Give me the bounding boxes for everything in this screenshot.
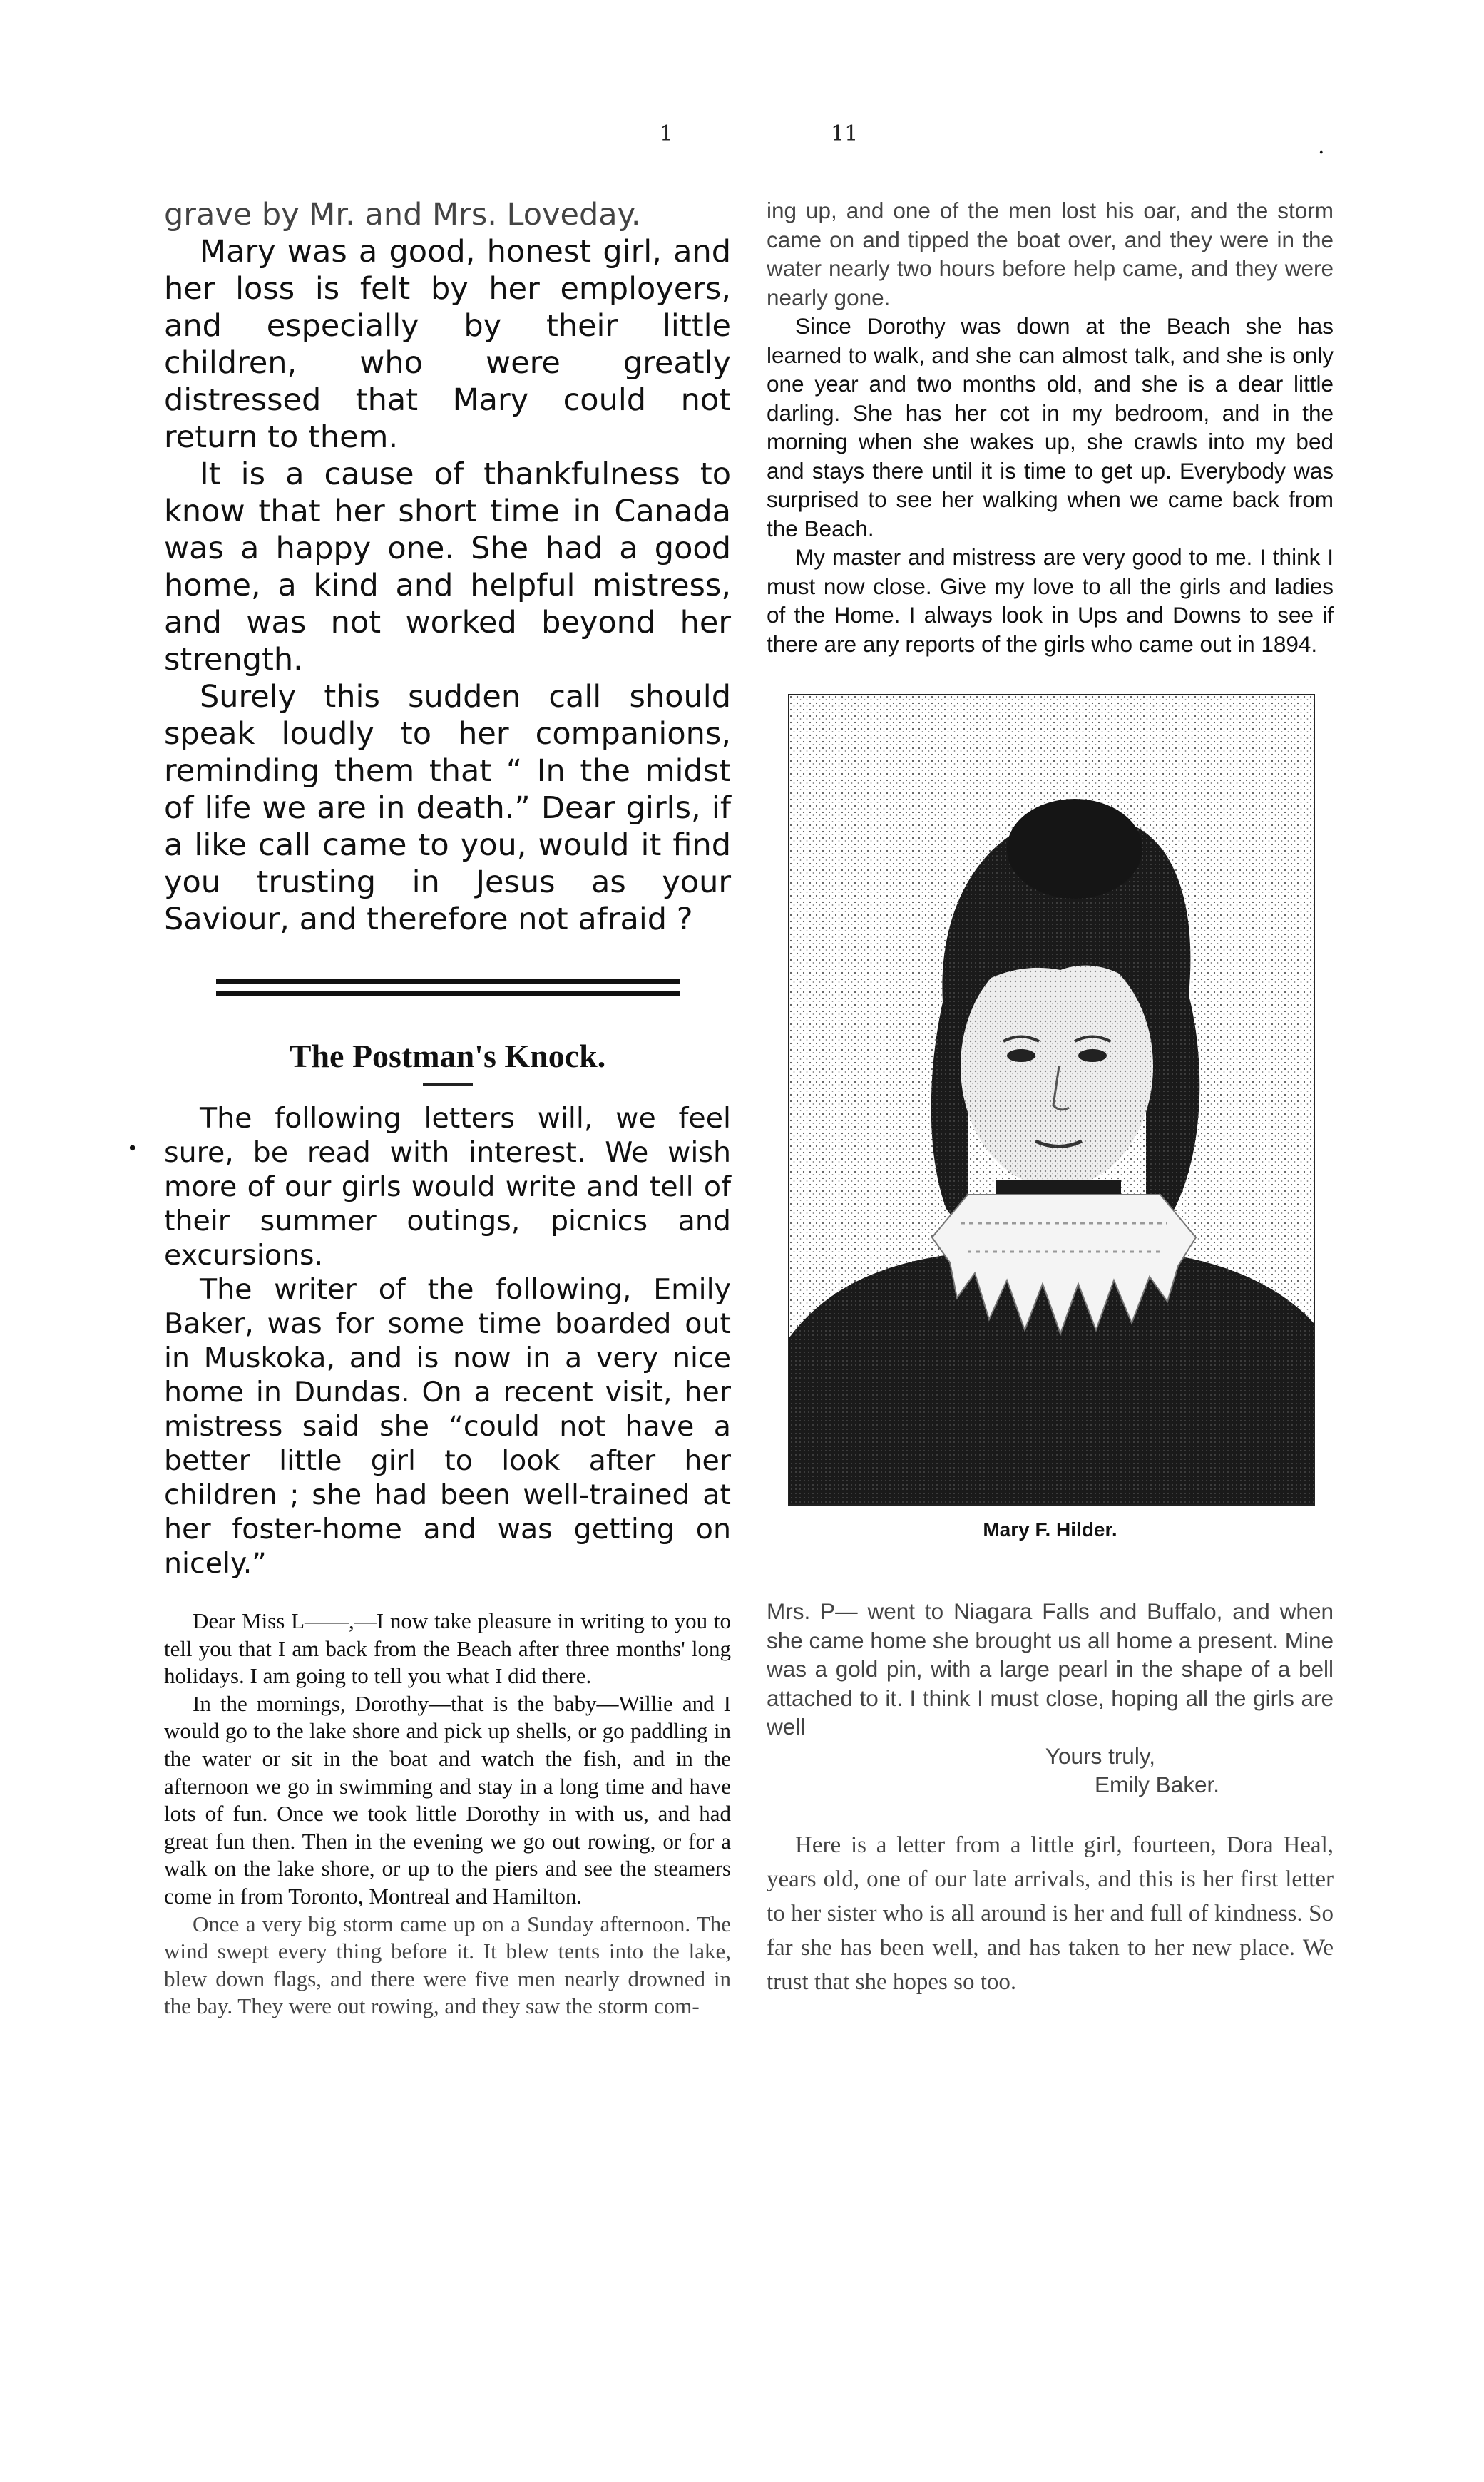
letter-paragraph: My master and mistress are very good to me. I think I must now close. Give my love to all the girls and ladies of the Home. I always look in Ups and Downs to see if there are any reports of the girls who came out in 1894. [767,544,1334,657]
page-mark: . [1318,134,1325,159]
letter-paragraph: ing up, and one of the men lost his oar, and the storm came on and tipped the boat over, and they were in the water nearly two hours before help came, and they were nearly gone. [767,198,1334,310]
letter-body [164,1608,731,2021]
next-letter [767,1828,1334,1999]
letter-paragraph: Dear Miss L——,—I now take pleasure in writing to you to tell you that I am back from the Beach after three months' long holidays. I am going to tell you what I did there. [164,1608,731,1689]
letter-ending [767,1597,1334,1799]
photo-caption: Mary F. Hilder. [983,1518,1117,1541]
obituary-paragraph: Surely this sudden call should speak loudly to her companions, reminding them that “ In the midst of life we are in death.” Dear girls, if a like call came to you, would it find you trusting in Jesus as your Saviour, and therefore not afraid ? [164,679,731,937]
obituary-text [164,196,731,938]
letter-continued [767,196,1334,658]
section-title: The Postman's Knock. [289,1038,606,1074]
section-divider [216,979,680,996]
page-number-left: 1 [660,121,674,146]
letter-paragraph: Once a very big storm came up on a Sunday afternoon. The wind swept every thing before it. It blew tents into the lake, blew down flags, and there were five men nearly drowned in the bay. They were out rowing, and they saw the storm com- [164,1911,731,2019]
page-number-right: 11 [831,121,859,146]
letter-closing: Yours truly, [1045,1742,1155,1769]
title-underline [423,1083,473,1086]
letter-paragraph: Here is a letter from a little girl, fourteen, Dora Heal, years old, one of our late arrivals, and this is her first letter to her sister who is all around is her and full of kindness. So far she has been well, and has taken to her new place. We trust that she hopes so too. [767,1832,1334,1995]
letter-paragraph: In the mornings, Dorothy—that is the baby—Willie and I would go to the lake shore and pick up shells, or go paddling in the water or sit in the boat and watch the fish, and in the afternoon we go in swimming and stay in a long time and have lots of fun. Once we took little Dorothy in with us, and had great fun then. Then in the evening we go out rowing, or for a walk on the lake shore, or up to the piers and see the steamers come in from Toronto, Montreal and Hamilton. [164,1690,731,1909]
right-column [767,196,1334,1999]
margin-mark: • [127,1138,138,1160]
intro-paragraph: The following letters will, we feel sure, be read with interest. We wish more of our girls would write and tell of their summer outings, picnics and excursions. [164,1102,731,1272]
obituary-paragraph: Mary was a good, honest girl, and her loss is felt by her employers, and especially by their little children, who were greatly distressed that Mary could not return to them. [164,234,731,455]
obituary-paragraph: grave by Mr. and Mrs. Loveday. [164,197,641,233]
intro-text [164,1101,731,1580]
portrait-figure [788,694,1312,1541]
obituary-paragraph: It is a cause of thankfulness to know that her short time in Canada was a happy one. She had a good home, a kind and helpful mistress, and was not worked beyond her strength. [164,456,731,678]
letter-signature: Emily Baker. [1094,1772,1219,1797]
letter-paragraph: Since Dorothy was down at the Beach she has learned to walk, and she can almost talk, and she is only one year and two months old, and she is a dear little darling. She has her cot in my bedroom, and in the morning when she wakes up, she crawls into my bed and stays there until it is time to get up. Everybody was surprised to see her walking when we came back from the Beach. [767,313,1334,541]
portrait-photo [788,694,1315,1506]
intro-paragraph: The writer of the following, Emily Baker, was for some time boarded out in Muskoka, and is now in a very nice home in Dundas. On a recent visit, her mistress said she “could not have a better little girl to look after her children ; she had been well-trained at her foster-home and was getting on nicely.” [164,1273,731,1580]
letter-paragraph: Mrs. P— went to Niagara Falls and Buffalo, and when she came home she brought us all home a present. Mine was a gold pin, with a large pearl in the shape of a bell attached to it. I think I must close, hoping all the girls are well [767,1598,1334,1740]
left-column [164,196,731,2021]
